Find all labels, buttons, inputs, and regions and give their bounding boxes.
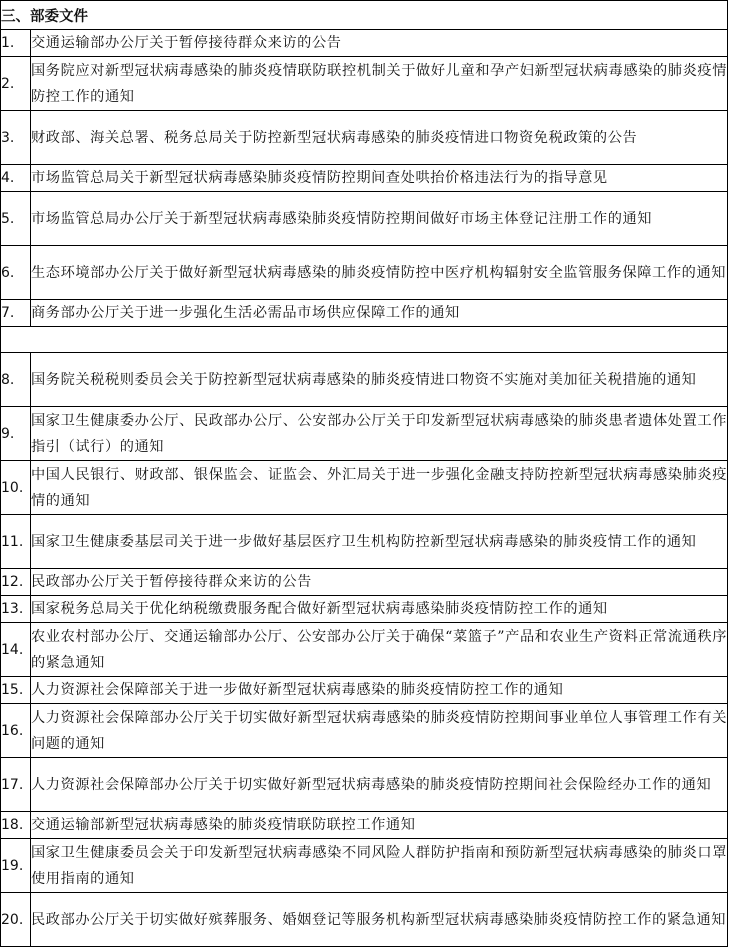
item-number: 4. — [1, 165, 31, 192]
item-title: 人力资源社会保障部办公厅关于切实做好新型冠状病毒感染的肺炎疫情防控期间事业单位人事管理工作有关问题的通知 — [31, 704, 728, 758]
item-number: 3. — [1, 111, 31, 165]
item-title: 商务部办公厅关于进一步强化生活必需品市场供应保障工作的通知 — [31, 300, 728, 327]
item-title: 生态环境部办公厅关于做好新型冠状病毒感染的肺炎疫情防控中医疗机构辐射安全监管服务保障工作的通知 — [31, 246, 728, 300]
item-title: 农业农村部办公厅、交通运输部办公厅、公安部办公厅关于确保“菜篮子”产品和农业生产资料正常流通秩序的紧急通知 — [31, 623, 728, 677]
table-row — [1, 623, 728, 677]
table-row — [1, 192, 728, 246]
item-title: 国家卫生健康委办公厅、民政部办公厅、公安部办公厅关于印发新型冠状病毒感染的肺炎患者遗体处置工作指引（试行）的通知 — [31, 407, 728, 461]
table-row — [1, 353, 728, 407]
table-row — [1, 596, 728, 623]
section-header-row — [1, 1, 728, 30]
table-row — [1, 569, 728, 596]
item-title: 国务院关税税则委员会关于防控新型冠状病毒感染的肺炎疫情进口物资不实施对美加征关税措施的通知 — [31, 353, 728, 407]
item-number: 5. — [1, 192, 31, 246]
item-title: 市场监管总局办公厅关于新型冠状病毒感染肺炎疫情防控期间做好市场主体登记注册工作的通知 — [31, 192, 728, 246]
blank-cell — [1, 327, 728, 353]
table-row — [1, 812, 728, 839]
table-row — [1, 300, 728, 327]
table-row — [1, 246, 728, 300]
item-number: 8. — [1, 353, 31, 407]
item-number: 20. — [1, 893, 31, 947]
table-row — [1, 704, 728, 758]
item-number: 14. — [1, 623, 31, 677]
table-row — [1, 461, 728, 515]
item-title: 市场监管总局关于新型冠状病毒感染肺炎疫情防控期间查处哄抬价格违法行为的指导意见 — [31, 165, 728, 192]
item-number: 12. — [1, 569, 31, 596]
item-number: 7. — [1, 300, 31, 327]
table-row — [1, 111, 728, 165]
item-number: 9. — [1, 407, 31, 461]
blank-row — [1, 327, 728, 353]
item-number: 17. — [1, 758, 31, 812]
table-row — [1, 165, 728, 192]
item-number: 1. — [1, 30, 31, 57]
item-number: 16. — [1, 704, 31, 758]
item-number: 10. — [1, 461, 31, 515]
item-number: 15. — [1, 677, 31, 704]
item-title: 民政部办公厅关于暂停接待群众来访的公告 — [31, 569, 728, 596]
item-title: 国家卫生健康委员会关于印发新型冠状病毒感染不同风险人群防护指南和预防新型冠状病毒感染的肺炎口罩使用指南的通知 — [31, 839, 728, 893]
item-title: 人力资源社会保障部办公厅关于切实做好新型冠状病毒感染的肺炎疫情防控期间社会保险经办工作的通知 — [31, 758, 728, 812]
table-row — [1, 677, 728, 704]
item-number: 13. — [1, 596, 31, 623]
table-row — [1, 515, 728, 569]
table-row — [1, 839, 728, 893]
section-title: 三、部委文件 — [1, 1, 728, 30]
item-title: 人力资源社会保障部关于进一步做好新型冠状病毒感染的肺炎疫情防控工作的通知 — [31, 677, 728, 704]
item-title: 国家税务总局关于优化纳税缴费服务配合做好新型冠状病毒感染肺炎疫情防控工作的通知 — [31, 596, 728, 623]
item-number: 18. — [1, 812, 31, 839]
item-title: 中国人民银行、财政部、银保监会、证监会、外汇局关于进一步强化金融支持防控新型冠状病毒感染肺炎疫情的通知 — [31, 461, 728, 515]
item-title: 国家卫生健康委基层司关于进一步做好基层医疗卫生机构防控新型冠状病毒感染的肺炎疫情工作的通知 — [31, 515, 728, 569]
item-title: 交通运输部新型冠状病毒感染的肺炎疫情联防联控工作通知 — [31, 812, 728, 839]
item-number: 6. — [1, 246, 31, 300]
item-title: 国务院应对新型冠状病毒感染的肺炎疫情联防联控机制关于做好儿童和孕产妇新型冠状病毒感染的肺炎疫情防控工作的通知 — [31, 57, 728, 111]
table-row — [1, 57, 728, 111]
item-title: 民政部办公厅关于切实做好殡葬服务、婚姻登记等服务机构新型冠状病毒感染肺炎疫情防控工作的紧急通知 — [31, 893, 728, 947]
item-title: 交通运输部办公厅关于暂停接待群众来访的公告 — [31, 30, 728, 57]
item-title: 财政部、海关总署、税务总局关于防控新型冠状病毒感染的肺炎疫情进口物资免税政策的公告 — [31, 111, 728, 165]
item-number: 11. — [1, 515, 31, 569]
table-row — [1, 893, 728, 947]
table-row — [1, 758, 728, 812]
item-number: 19. — [1, 839, 31, 893]
table-row — [1, 407, 728, 461]
table-row — [1, 30, 728, 57]
item-number: 2. — [1, 57, 31, 111]
